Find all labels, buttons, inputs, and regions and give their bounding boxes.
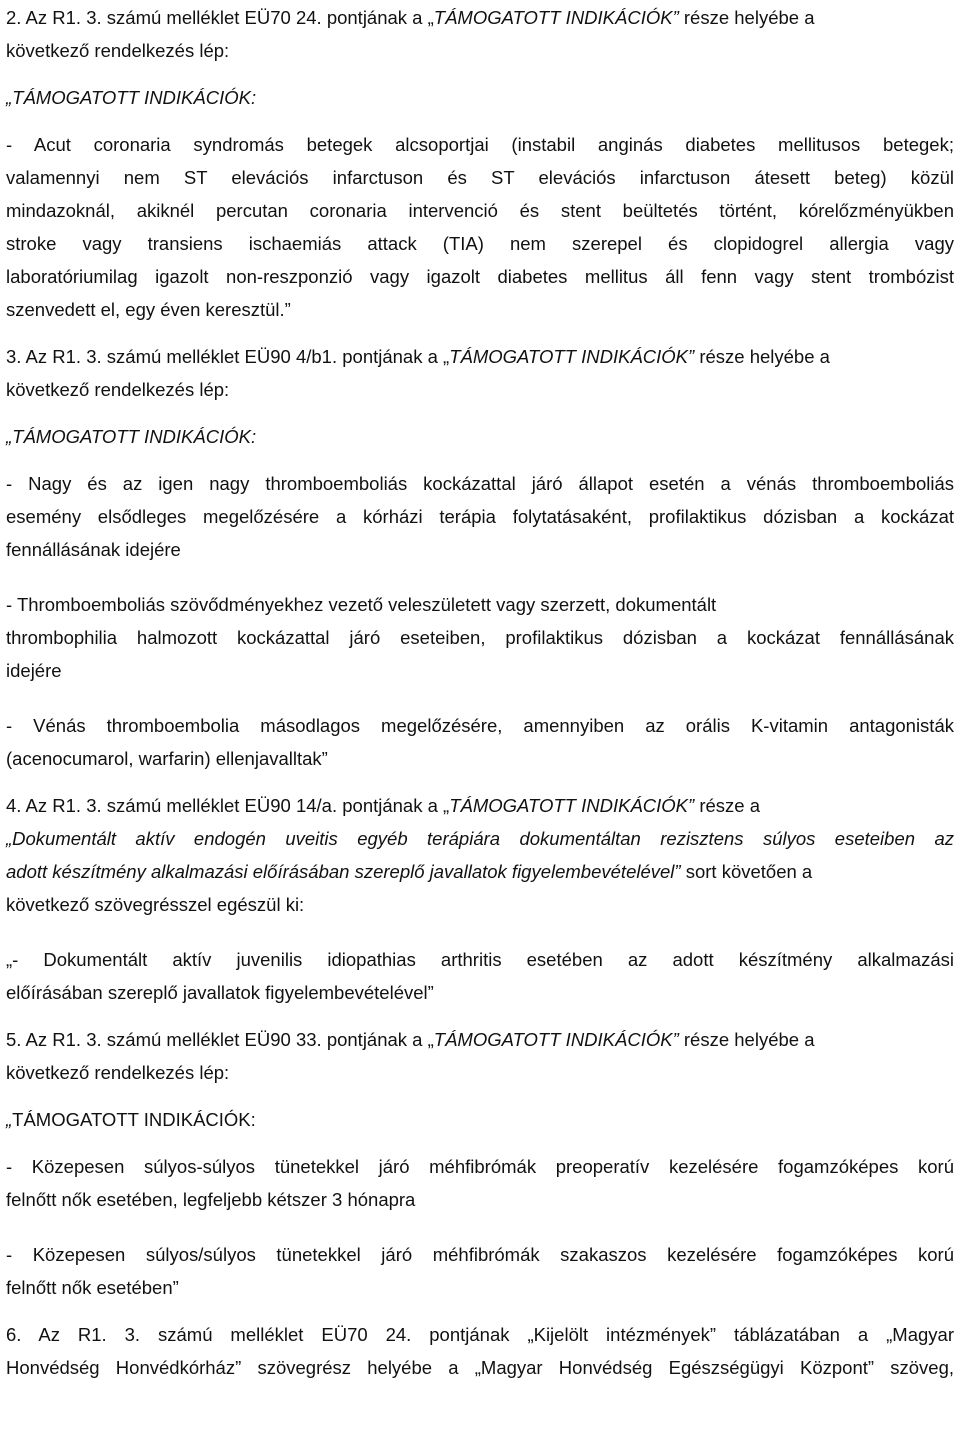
section-3-p3-line: - Vénás thromboembolia másodlagos megelőzésére, amennyiben az orális K-vitamin antagonisták [6, 715, 954, 736]
section-5-heading-quote: „ [6, 1109, 13, 1130]
section-5-title-italic: TÁMOGATOTT INDIKÁCIÓK” [433, 1029, 679, 1050]
section-5-p1-line: felnőtt nők esetében, legfeljebb kétszer 3 hónapra [6, 1189, 416, 1210]
section-3-p1-line: - Nagy és az igen nagy thromboemboliás kockázattal járó állapot esetén a vénás thromboemboliás [6, 473, 954, 494]
section-2-title-tail: része helyébe a [678, 7, 815, 28]
section-3-p2-line: thrombophilia halmozott kockázattal járó eseteiben, profilaktikus dózisban a kockázat fennállásának [6, 627, 954, 648]
section-4-quote-line [6, 855, 954, 888]
section-5-p2-line: - Közepesen súlyos/súlyos tünetekkel járó méhfibrómák szakaszos kezelésére fogamzóképes korú [6, 1244, 954, 1265]
section-4-title-tail: része a [694, 795, 760, 816]
section-4-quote-text: „Dokumentált aktív endogén uveitis egyéb terápiára dokumentáltan rezisztens súlyos eseteiben az [6, 828, 954, 849]
section-5-title [6, 1023, 954, 1056]
section-3-heading-text: „TÁMOGATOTT INDIKÁCIÓK: [6, 426, 257, 447]
section-5-heading [6, 1103, 954, 1136]
section-5-heading-text: TÁMOGATOTT INDIKÁCIÓK: [12, 1109, 256, 1130]
section-5-p1-line: - Közepesen súlyos-súlyos tünetekkel járó méhfibrómák preoperatív kezelésére fogamzóképes korú [6, 1156, 954, 1177]
section-3-title-text: 3. Az R1. 3. számú melléklet EÜ90 4/b1. pontjának a „ [6, 346, 450, 367]
section-3-title [6, 340, 954, 373]
section-5-title-tail: része helyébe a [678, 1029, 815, 1050]
section-6-line: 6. Az R1. 3. számú melléklet EÜ70 24. pontjának „Kijelölt intézmények” táblázatában a „Magyar [6, 1324, 954, 1345]
section-4-quote-text: adott készítmény alkalmazási előírásában szereplő javallatok figyelembevételével” [6, 861, 681, 882]
section-2-line: - Acut coronaria syndromás betegek alcsoportjai (instabil anginás diabetes mellitusos betegek; [6, 134, 954, 155]
section-4-quote-line [6, 822, 954, 855]
section-3-p2-line: idejére [6, 660, 62, 681]
section-2-heading-text: „TÁMOGATOTT INDIKÁCIÓK: [6, 87, 257, 108]
section-2-title-italic: TÁMOGATOTT INDIKÁCIÓK” [433, 7, 679, 28]
section-2-title-cont: következő rendelkezés lép: [6, 40, 230, 61]
section-3-heading [6, 420, 954, 453]
section-3-title-cont: következő rendelkezés lép: [6, 379, 230, 400]
section-3-title-tail: része helyébe a [694, 346, 830, 367]
section-2-line: valamennyi nem ST elevációs infarctuson és ST elevációs infarctuson átesett beteg) közül [6, 167, 954, 188]
section-2-line: szenvedett el, egy éven keresztül.” [6, 299, 291, 320]
section-3-p2-line: - Thromboemboliás szövődményekhez vezető veleszületett vagy szerzett, dokumentált [6, 594, 717, 615]
section-5-p2-line: felnőtt nők esetében” [6, 1277, 179, 1298]
section-4-title-text: 4. Az R1. 3. számú melléklet EÜ90 14/a. pontjának a „ [6, 795, 450, 816]
section-3-p1-line: fennállásának idejére [6, 539, 181, 560]
section-2-title [6, 1, 954, 34]
section-4-line: következő szövegrésszel egészül ki: [6, 894, 305, 915]
section-2-title-text: 2. Az R1. 3. számú melléklet EÜ70 24. pontjának a „ [6, 7, 434, 28]
section-4-insert-line: „- Dokumentált aktív juvenilis idiopathias arthritis esetében az adott készítmény alkalmazási [6, 949, 954, 970]
section-4-insert-line: előírásában szereplő javallatok figyelembevételével” [6, 982, 434, 1003]
section-3-p3-line: (acenocumarol, warfarin) ellenjavalltak” [6, 748, 328, 769]
section-5-title-text: 5. Az R1. 3. számú melléklet EÜ90 33. pontjának a „ [6, 1029, 434, 1050]
section-4-title-italic: TÁMOGATOTT INDIKÁCIÓK” [449, 795, 695, 816]
section-2-heading [6, 81, 954, 114]
section-3-title-italic: TÁMOGATOTT INDIKÁCIÓK” [449, 346, 695, 367]
section-5-title-cont: következő rendelkezés lép: [6, 1062, 230, 1083]
section-2-line: laboratóriumilag igazolt non-reszponzió vagy igazolt diabetes mellitus áll fenn vagy stent trombózist [6, 266, 954, 287]
section-4-title [6, 789, 954, 822]
section-4-quote-tail: sort követően a [680, 861, 813, 882]
section-2-line: mindazoknál, akiknél percutan coronaria intervenció és stent beültetés történt, kórelőzményükben [6, 200, 954, 221]
section-3-p1-line: esemény elsődleges megelőzésére a kórházi terápia folytatásaként, profilaktikus dózisban a kockázat [6, 506, 954, 527]
section-6-line: Honvédség Honvédkórház” szövegrész helyébe a „Magyar Honvédség Egészségügyi Központ” szöveg, [6, 1357, 954, 1378]
document-page [6, 0, 954, 1384]
section-2-line: stroke vagy transiens ischaemiás attack (TIA) nem szerepel és clopidogrel allergia vagy [6, 233, 954, 254]
